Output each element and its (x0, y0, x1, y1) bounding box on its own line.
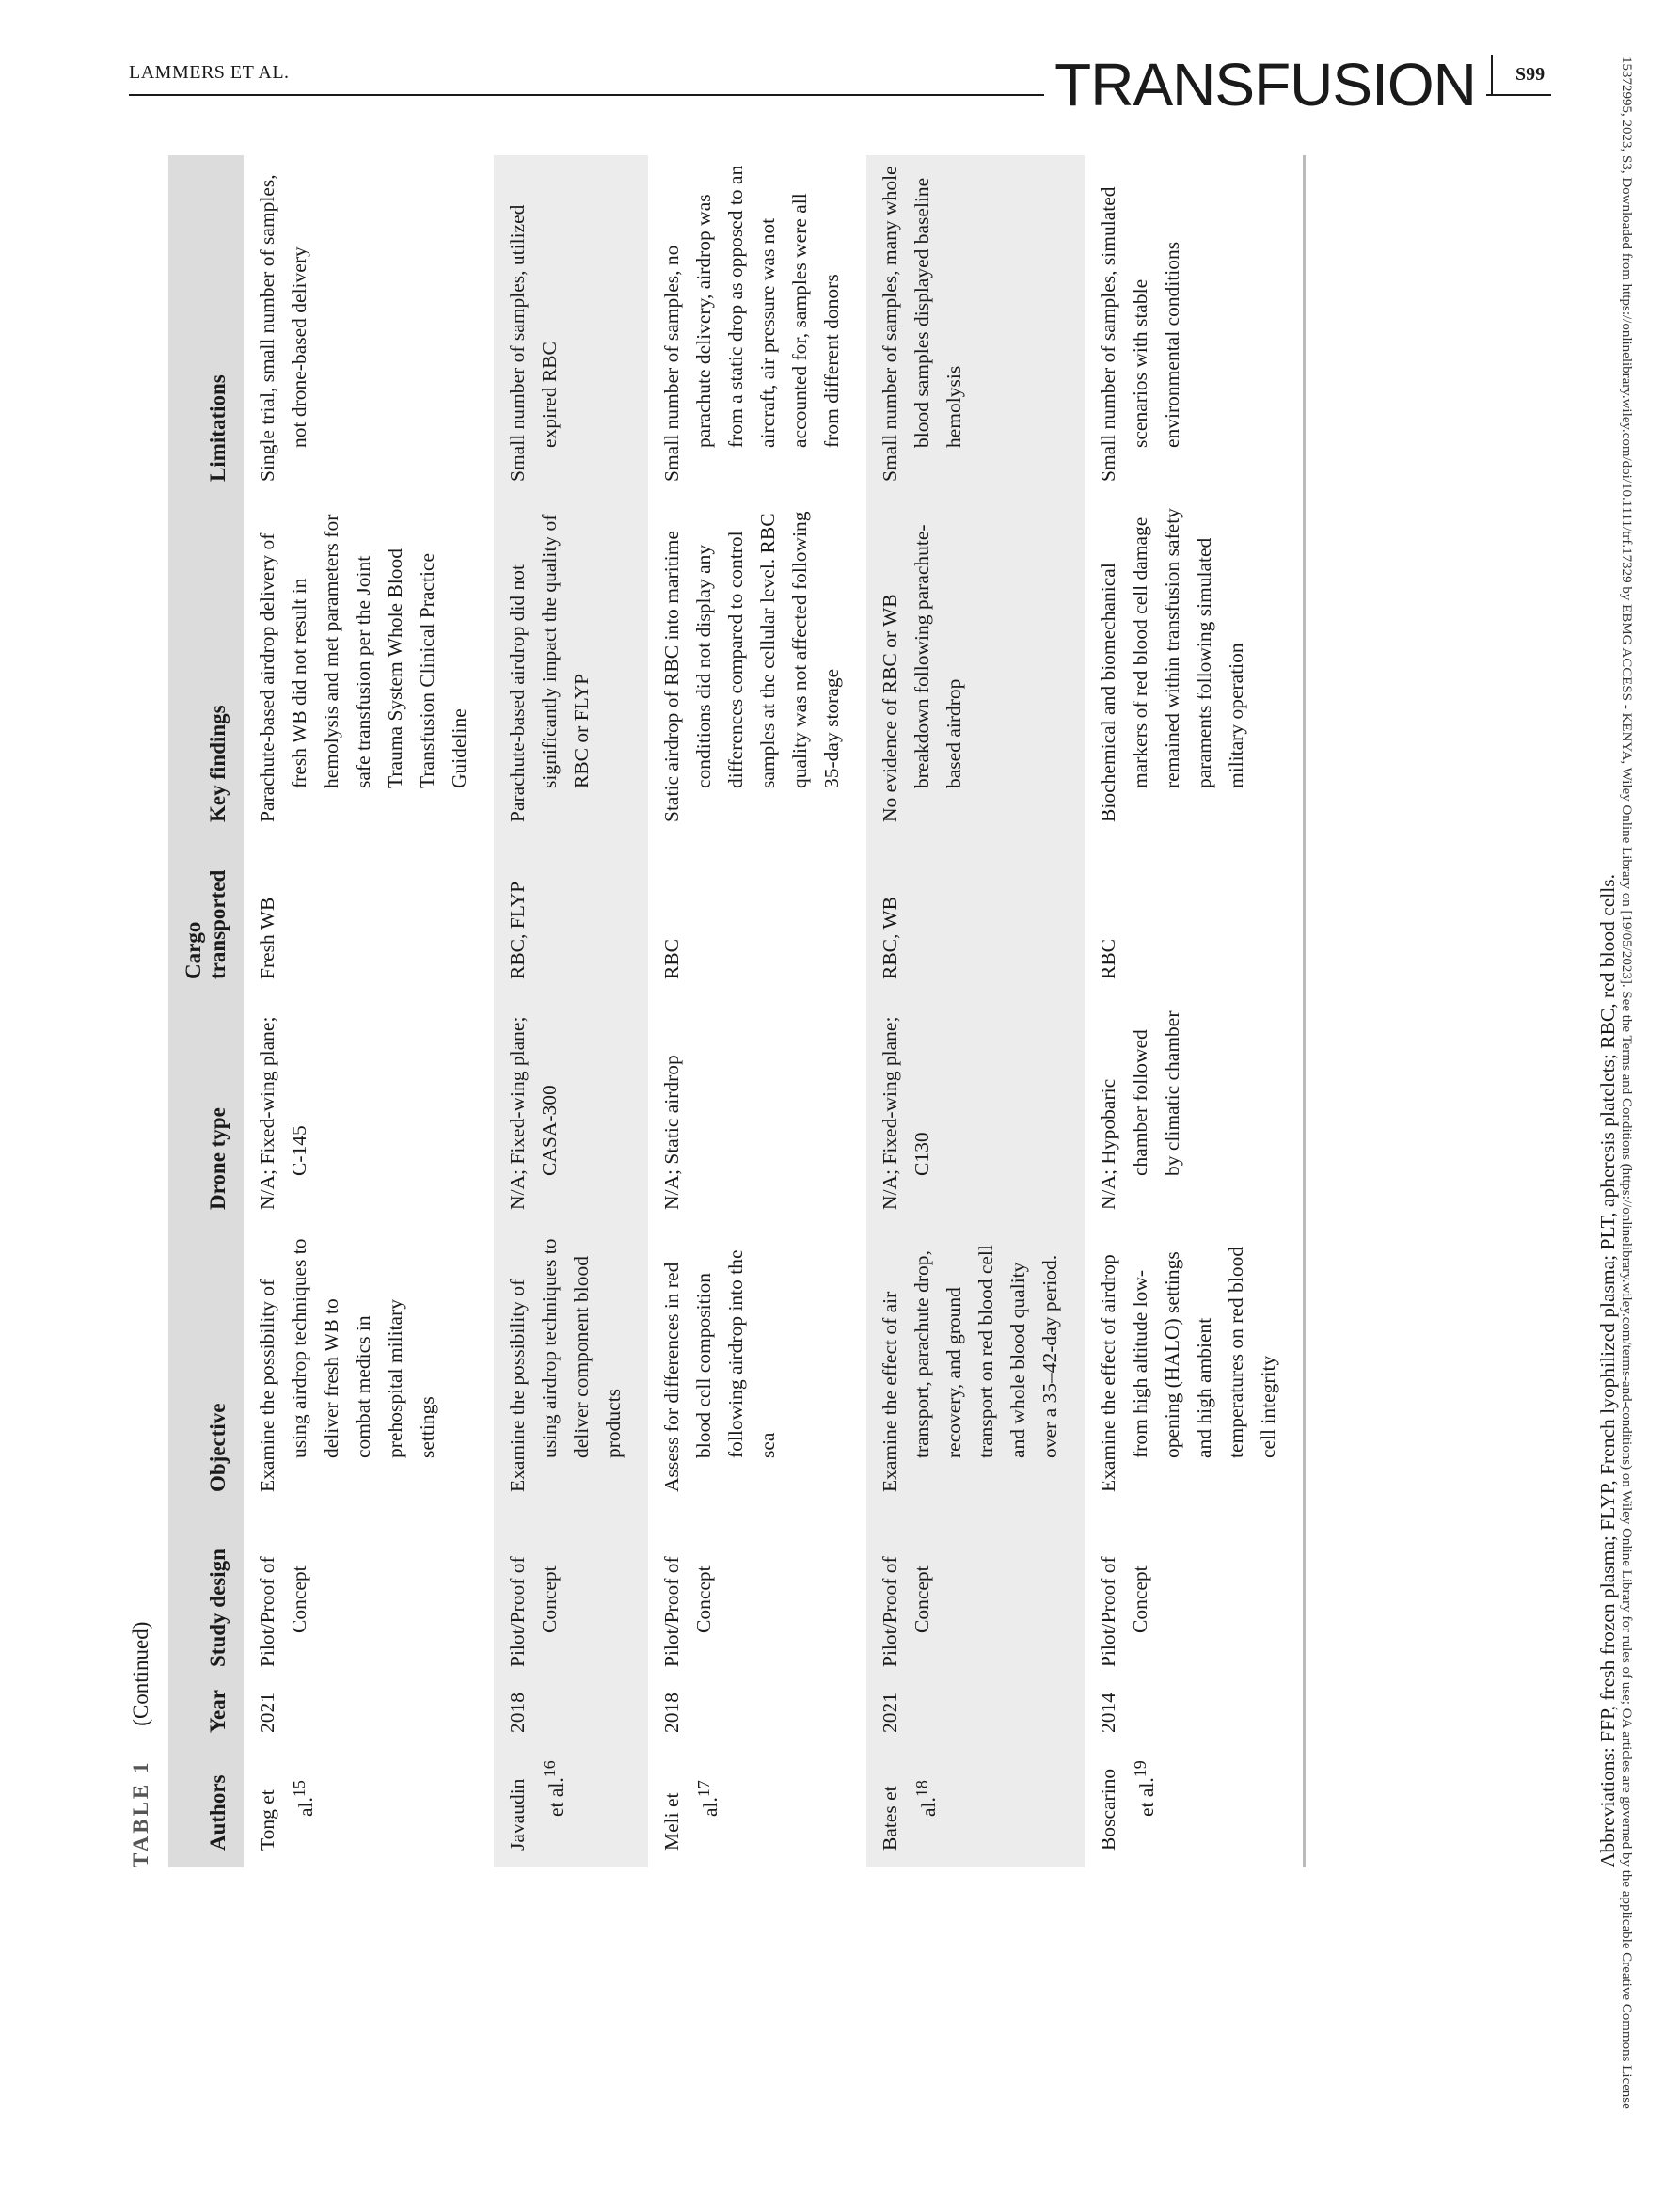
table-bottom-rule (1303, 155, 1306, 1867)
authors-text: Tong et al. (256, 1789, 318, 1851)
table-footnote: Abbreviations: FFP, fresh frozen plasma; FLYP, French lyophilized plasma; PLT, apheresis platelets; RBC, red blood cells. (1596, 874, 1619, 1867)
findings-cell (648, 499, 866, 839)
limitations-text: Small number of samples, simulated scenarios with stable environmental conditions (1097, 186, 1183, 482)
cargo-text: Fresh WB (256, 897, 278, 979)
drone-cell (244, 996, 494, 1227)
column-header: Limitations (168, 155, 244, 499)
limitations-cell (866, 155, 1085, 499)
table-label: TABLE 1 (129, 1759, 152, 1867)
table-row (866, 155, 1085, 1867)
authors-cell (494, 1750, 648, 1867)
table-caption-text: (Continued) (129, 1621, 152, 1726)
objective-text: Examine the possibility of using airdrop techniques to deliver component blood products (506, 1238, 625, 1492)
journal-logo: TRANSFUSION (1044, 47, 1486, 122)
drone-text: N/A; Fixed-wing plane; C-145 (256, 1016, 310, 1210)
year-text: 2018 (506, 1693, 529, 1733)
findings-text: Parachute-based airdrop did not significantly impact the quality of RBC or FLYP (506, 514, 593, 822)
data-table (168, 155, 1303, 1867)
findings-cell (494, 499, 648, 839)
objective-cell (648, 1227, 866, 1509)
limitations-cell (244, 155, 494, 499)
drone-cell (494, 996, 648, 1227)
limitations-text: Small number of samples, utilized expired RBC (506, 204, 561, 482)
design-cell (1085, 1509, 1303, 1684)
drone-cell (866, 996, 1085, 1227)
reference-number: 15 (290, 1780, 309, 1798)
authors-text: Meli et al. (660, 1792, 722, 1851)
table-caption (129, 1622, 166, 1867)
objective-cell (244, 1227, 494, 1509)
rotated-table-container (129, 61, 1619, 1867)
reference-number: 18 (912, 1780, 931, 1798)
objective-text: Examine the possibility of using airdrop techniques to deliver fresh WB to combat medics in prehospital military settings (256, 1238, 438, 1492)
design-text: Pilot/Proof of Concept (1097, 1556, 1151, 1667)
findings-text: Parachute-based airdrop delivery of fresh WB did not result in hemolysis and met parameters for safe transfusion per the Joint Trauma System Whole Blood Transfusion Clinical Practice Guideline (256, 514, 470, 822)
findings-cell (244, 499, 494, 839)
running-header-author: LAMMERS ET AL. (129, 62, 290, 83)
page-number: S99 (1515, 64, 1545, 85)
cargo-cell (866, 839, 1085, 996)
design-text: Pilot/Proof of Concept (506, 1556, 561, 1667)
table-header-row (168, 155, 244, 1867)
year-cell (1085, 1684, 1303, 1750)
year-cell (244, 1684, 494, 1750)
objective-cell (866, 1227, 1085, 1509)
cargo-cell (494, 839, 648, 996)
cargo-cell (244, 839, 494, 996)
table-row (1085, 155, 1303, 1867)
column-header: Cargo transported (168, 839, 244, 996)
year-text: 2014 (1097, 1693, 1119, 1733)
column-header: Key findings (168, 499, 244, 839)
column-header: Year (168, 1684, 244, 1750)
objective-text: Examine the effect of airdrop from high altitude low-opening (HALO) settings and high ambient temperatures on red blood cell integrity (1097, 1246, 1279, 1492)
year-text: 2021 (256, 1693, 278, 1733)
column-header: Drone type (168, 996, 244, 1227)
objective-cell (1085, 1227, 1303, 1509)
drone-cell (1085, 996, 1303, 1227)
limitations-cell (1085, 155, 1303, 499)
limitations-text: Single trial, small number of samples, not drone-based delivery (256, 174, 310, 482)
column-header: Objective (168, 1227, 244, 1509)
design-cell (648, 1509, 866, 1684)
objective-text: Examine the effect of air transport, parachute drop, recovery, and ground transport on red blood cell and whole blood quality over a 35–42-day period. (879, 1245, 1061, 1492)
limitations-text: Small number of samples, no parachute delivery, airdrop was from a static drop as opposed to an aircraft, air pressure was not accounted for, samples were all from different donors (660, 165, 843, 482)
download-notice: 15372995, 2023, S3, Downloaded from https://onlinelibrary.wiley.com/doi/10.1111/trf.17329 by EBMG ACCESS - KENYA, Wiley Online Library on [19/05/2023]. See the Terms and Conditions (https://onlinelibrary.wiley.com/terms-and-conditions) on Wiley Online Library for rules of use; OA articles are governed by the applicable Creative Commons License (1619, 56, 1634, 2109)
year-text: 2021 (879, 1693, 901, 1733)
design-text: Pilot/Proof of Concept (660, 1556, 715, 1667)
limitations-cell (648, 155, 866, 499)
authors-cell (244, 1750, 494, 1867)
authors-cell (1085, 1750, 1303, 1867)
design-cell (244, 1509, 494, 1684)
year-cell (494, 1684, 648, 1750)
year-text: 2018 (660, 1693, 683, 1733)
authors-text: Boscarino et al. (1097, 1768, 1159, 1851)
column-header: Study design (168, 1509, 244, 1684)
findings-cell (866, 499, 1085, 839)
cargo-text: RBC, WB (879, 896, 901, 979)
drone-text: N/A; Hypobaric chamber followed by climatic chamber (1097, 1010, 1183, 1210)
authors-cell (648, 1750, 866, 1867)
authors-cell (866, 1750, 1085, 1867)
design-cell (866, 1509, 1085, 1684)
drone-text: N/A; Static airdrop (660, 1055, 683, 1210)
limitations-text: Small number of samples, many whole blood samples displayed baseline hemolysis (879, 166, 965, 482)
table-row (648, 155, 866, 1867)
cargo-cell (1085, 839, 1303, 996)
table-row (494, 155, 648, 1867)
cargo-text: RBC (1097, 938, 1119, 979)
drone-cell (648, 996, 866, 1227)
drone-text: N/A; Fixed-wing plane; C130 (879, 1016, 933, 1210)
design-cell (494, 1509, 648, 1684)
reference-number: 17 (694, 1780, 713, 1798)
objective-text: Assess for differences in red blood cell composition following airdrop into the sea (660, 1249, 779, 1492)
findings-text: No evidence of RBC or WB breakdown following parachute-based airdrop (879, 524, 965, 822)
drone-text: N/A; Fixed-wing plane; CASA-300 (506, 1016, 561, 1210)
findings-text: Biochemical and biomechanical markers of red blood cell damage remained within transfusion safety paraments following simulated military operation (1097, 508, 1247, 822)
cargo-text: RBC, FLYP (506, 881, 529, 979)
findings-text: Static airdrop of RBC into maritime conditions did not display any differences compared to control samples at the cellular level. RBC quality was not affected following 35-day storage (660, 511, 843, 822)
objective-cell (494, 1227, 648, 1509)
cargo-text: RBC (660, 938, 683, 979)
reference-number: 19 (1131, 1760, 1149, 1778)
table-row (244, 155, 494, 1867)
limitations-cell (494, 155, 648, 499)
column-header: Authors (168, 1750, 244, 1867)
authors-text: Javaudin et al. (506, 1777, 568, 1851)
findings-cell (1085, 499, 1303, 839)
design-text: Pilot/Proof of Concept (879, 1556, 933, 1667)
year-cell (648, 1684, 866, 1750)
cargo-cell (648, 839, 866, 996)
table-region (168, 155, 1306, 1867)
authors-text: Bates et al. (879, 1786, 941, 1851)
design-text: Pilot/Proof of Concept (256, 1556, 310, 1667)
reference-number: 16 (540, 1760, 559, 1778)
year-cell (866, 1684, 1085, 1750)
